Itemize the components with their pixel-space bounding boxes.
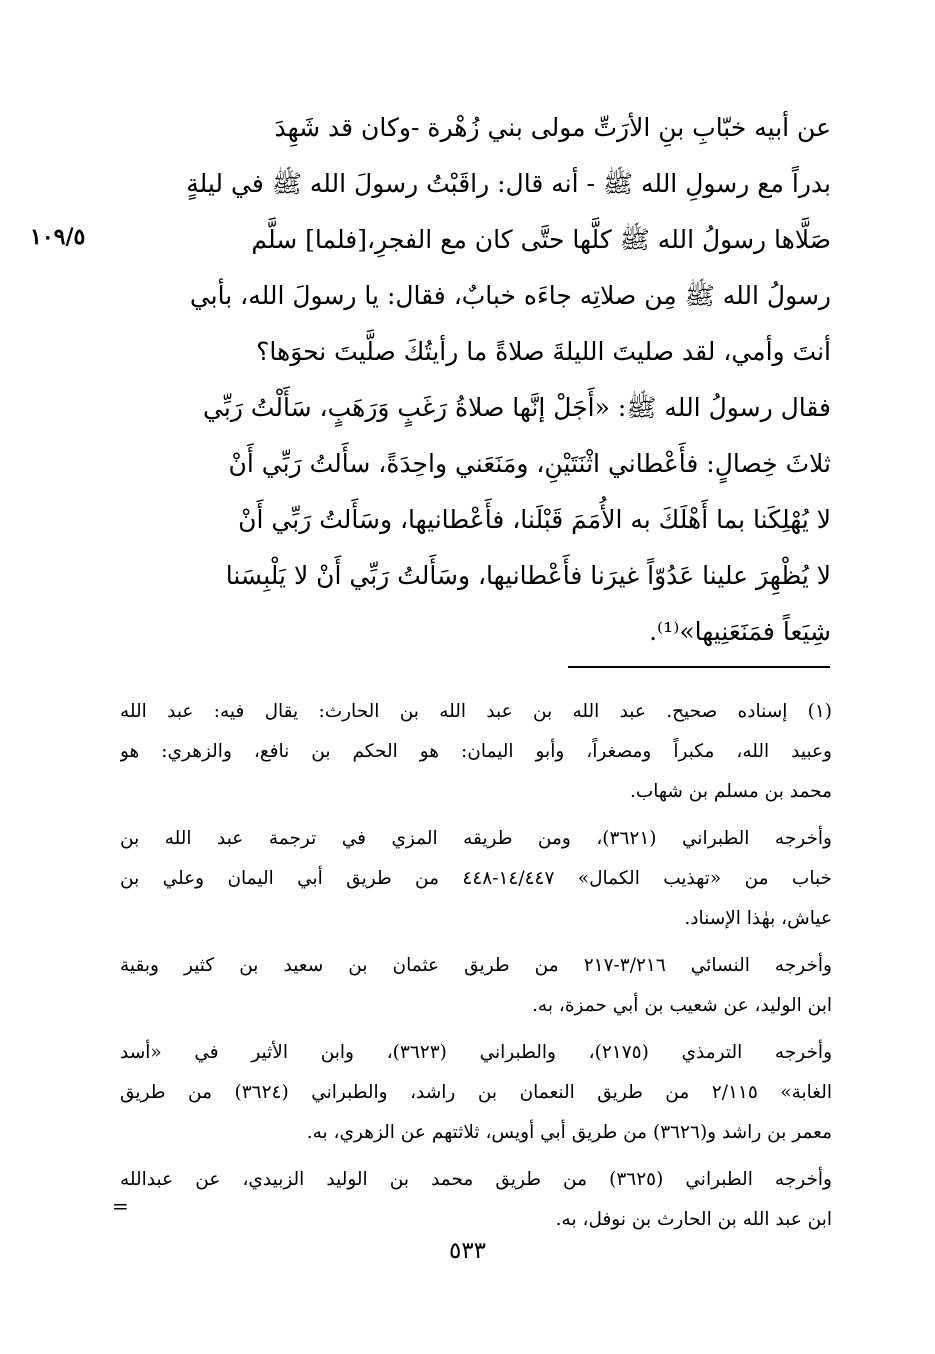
continuation-mark: = [112,1194,129,1218]
main-text-line: ثلاثَ خِصالٍ: فأَعْطاني اثْنَتَيْنِ، ومَنَعَني واحِدَةً، سأَلتُ رَبِّي أَنْ [228,449,831,478]
footnote-paragraph [120,819,832,939]
footnote-line: وعبيد الله، مكبراً ومصغراً، وأبو اليمان: هو الحكم بن نافع، والزهري: هو [120,741,832,762]
footnote-line: الغابة» ٢/١١٥ من طريق النعمان بن راشد، والطبراني (٣٦٢٤) من طريق [120,1082,832,1103]
footnote-line: عياش، بهٰذا الإسناد. [684,908,832,929]
main-text-line: أنتَ وأمي، لقد صليتَ الليلةَ صلاةً ما رأيتُكَ صلَّيتَ نحوَها؟ [256,337,831,366]
footnote-separator [568,666,830,668]
main-text-line: فقال رسولُ الله ﷺ: «أَجَلْ إنَّها صلاةُ رَغَبٍ وَرَهَبٍ، سَأَلْتُ رَبِّي [203,393,831,422]
main-text-line: لا يُهْلِكَنا بما أَهْلَكَ به الأُمَمَ قَبْلَنا، فأَعْطانيها، وسَأَلتُ رَبِّي أَنْ [238,505,831,534]
footnote-line: وأخرجه الطبراني (٣٦٢٥) من طريق محمد بن الوليد الزبيدي، عن عبدالله [120,1169,832,1190]
footnote-line: محمد بن مسلم بن شهاب. [629,781,832,802]
main-text-line: صَلَّاها رسولُ الله ﷺ كلَّها حتَّى كان مع الفجرِ،[فلما] سلَّم [251,225,831,254]
footnotes [120,692,832,1247]
footnote-paragraph [120,946,832,1026]
main-text-line: عن أبيه خبّابِ بنِ الأرَتِّ مولى بني زُهْرة -وكان قد شَهِدَ [274,113,831,142]
footnote-line: معمر بن راشد و(٣٦٢٦) من طريق أبي أويس، ثلاثتهم عن الزهري، به. [306,1122,832,1143]
main-text-line: لا يُظْهِرَ علينا عَدُوّاً غيرَنا فأَعْطانيها، وسَأَلتُ رَبِّي أَنْ لا يَلْبِسَنا [225,561,831,590]
footnote-line: خباب من «تهذيب الكمال» ١٤/٤٤٧-٤٤٨ من طريق أبي اليمان وعلي بن [120,868,832,889]
footnote-line: وأخرجه الترمذي (٢١٧٥)، والطبراني (٣٦٢٣)، وابن الأثير في «أسد [120,1042,832,1063]
page-number: ٥٣٣ [448,1238,487,1264]
main-text-line: بدراً مع رسولِ الله ﷺ - أنه قال: راقَبْتُ رسولَ الله ﷺ في ليلةٍ [186,169,831,198]
footnote-line: ابن الوليد، عن شعيب بن أبي حمزة، به. [532,995,832,1016]
main-text [125,100,831,660]
footnote-line: وأخرجه النسائي ٣/٢١٦-٢١٧ من طريق عثمان بن سعيد بن كثير وبقية [120,955,832,976]
footnote-paragraph [120,1033,832,1153]
main-text-line: رسولُ الله ﷺ مِن صلاتِه جاءَه خبابٌ، فقال: يا رسولَ الله، بأبي [189,281,831,310]
margin-reference: ١٠٩/٥ [30,224,86,250]
footnote-line: (١) إسناده صحيح. عبد الله بن عبد الله بن الحارث: يقال فيه: عبد الله [120,701,832,722]
footnote-paragraph [120,692,832,812]
footnote-line: ابن عبد الله بن الحارث بن نوفل، به. [555,1209,832,1230]
footnote-line: وأخرجه الطبراني (٣٦٢١)، ومن طريقه المزي في ترجمة عبد الله بن [120,828,832,849]
footnote-paragraph [120,1160,832,1240]
main-text-line: شِيَعاً فمَنَعَنِيها»⁽¹⁾. [649,617,831,646]
